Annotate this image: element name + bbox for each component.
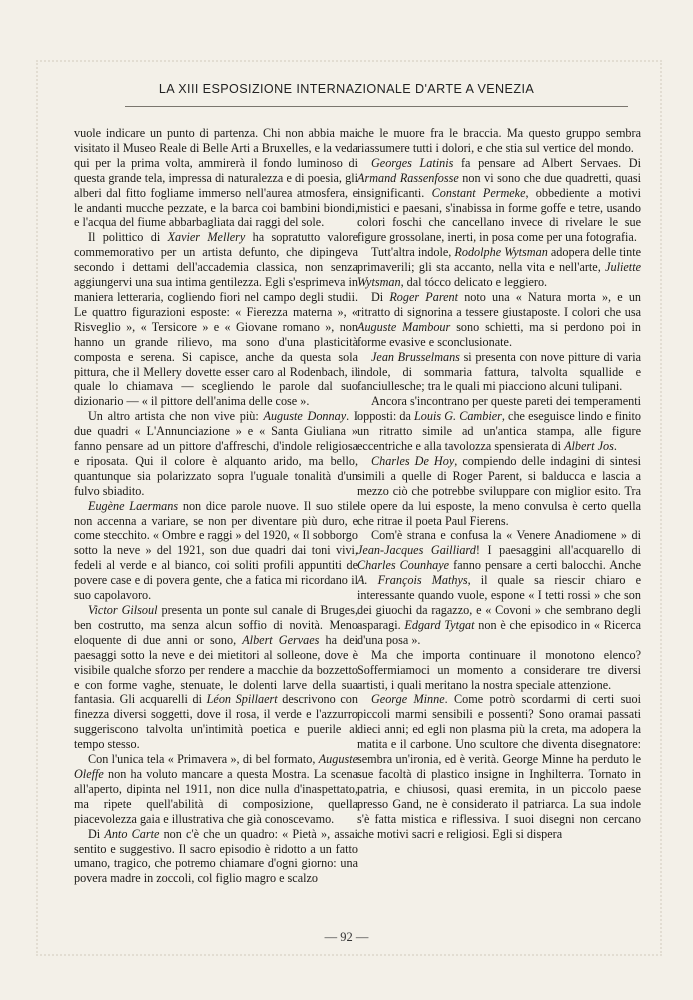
text-run: non c'è che un quadro: « Pietà », assai sentito e suggestivo. Il sacro episodio è ridotto a un fatto umano, tragico, che potremo chiamare d'ogni giorno: una povera madre in zoccoli, col figlio magro e scalzo [74, 826, 359, 886]
artist-name: Charles De Hoy [371, 453, 455, 468]
text-run: descrivono con finezza diversi soggetti, dove il rosa, il verde e l'azzurro suggeriscono talvolta un'intimità poetica e puerile al tempo stesso. [74, 692, 358, 752]
artist-name: Xavier Mellery [167, 230, 246, 245]
text-run: presenta un ponte sul canale di Bruges, ben costrutto, ma senza alcun soffio di novità. Meno eloquente di due anni or sono, [74, 603, 358, 647]
text-run: Un altro artista che non vive più: [88, 409, 264, 424]
artist-name: Auguste Mambour [357, 319, 451, 334]
artist-name: Léon Spillaert [206, 692, 278, 707]
left-column [74, 126, 358, 886]
text-run: Di [88, 826, 105, 841]
artist-name: Georges Latinis [371, 155, 454, 170]
text-run: Tutt'altra indole, [371, 245, 455, 260]
text-run: . [613, 439, 617, 454]
paragraph [357, 350, 641, 395]
artist-name: Jean-Jacques Gailliard [357, 543, 476, 558]
page-number: — 92 — [324, 930, 369, 944]
text-run: noto una « Natura morta », e un ritratto di signorina a tessere giustaposte. I colori che usa [357, 289, 642, 319]
artist-name: Edgard Tytgat [404, 617, 475, 632]
paragraph [357, 290, 641, 350]
text-run: , obbediente a motivi mistici e paesani, s'inabissa in forme goffe e tetre, usando colori foschi che cancellano invece di rivelare le sue figure grossolane, inerti, in posa come per una fotografia. [357, 185, 641, 245]
artist-name: Roger Parent [389, 289, 459, 304]
text-run: che le muore fra le braccia. Ma questo gruppo sembra riassumere tutti i dolori, e che stia sul vertice del mondo. [357, 126, 641, 155]
paragraph [357, 245, 641, 290]
artist-name: Albert Jos [564, 439, 614, 454]
text-run: , compiendo delle indagini di sintesi simili a quelle di Roger Parent, si balducca e lascia a mezzo ciò che potrebbe sviluppare con miglior esito. Tra le opere da lui esposte, la meno convulsa è certo quella che ritrae il poeta Paul Fierens. [357, 453, 641, 528]
paragraph [357, 394, 641, 454]
paragraph [357, 648, 641, 693]
artist-name: Louis G. Cambier [414, 409, 502, 424]
artist-name: Auguste Donnay [263, 409, 347, 424]
text-run: fa pensare ad Albert Servaes. Di [453, 155, 641, 170]
right-column [357, 126, 641, 842]
paragraph [74, 752, 358, 827]
paragraph [357, 126, 641, 156]
text-run: si presenta con nove pitture di varia indole, di sommaria fattura, talvolta squallide e fanciullesche; tra le quali mi piacciono alcuni tulipani. [357, 349, 641, 394]
artist-name: Auguste Oleffe [74, 752, 358, 781]
header-rule [125, 106, 628, 107]
artist-name: Armand Rassenfosse [357, 170, 459, 185]
paragraph [357, 156, 641, 245]
text-run: ! I paesaggini all'acquarello di [475, 543, 642, 558]
artist-name: Charles Counhaye [357, 558, 450, 573]
artist-name: Anto Carte [104, 826, 160, 841]
text-run: Il polittico di [88, 230, 168, 245]
text-run: Con l'unica tela « Primavera », di bel formato, [88, 752, 319, 767]
artist-name: Albert Gervaes [242, 632, 320, 647]
paragraph [74, 409, 358, 498]
text-run: . Come potrò scordarmi di certi suoi piccoli marmi sensibili e possenti? Sono oramai passati dieci anni; ed egli non plasma più la creta, ma adopera la matita e il carbone. Uno scultore che diventa disegnatore: sembra un'ironia, ed è verità. George Minne ha perduto le sue facoltà di plastico insigne in Inghilterra. Tornato in patria, e chiusosi, quasi eremita, in un piccolo paese presso Gand, ne è considerato il patriarca. La sua indole s'è fatta mistica e riflessiva. I suoi disegni non cercano che motivi sacri e religiosi. Egli si dispera [357, 692, 641, 841]
text-run: , il quale sa riescir chiaro e interessante quando vuole, espone « I tetti rossi » che son dei giuochi da ragazzo, e « Covoni » che sembrano degli asparagi. [357, 573, 641, 632]
text-run: ha sopratutto valore commemorativo per un artista defunto, che dipingeva secondo i dettami dell'accademia classica, non senza aggiungervi una sua intima gentilezza. Egli s'esprimeva in maniera letteraria, cogliendo fiori nel campo degli studii. Le quattro figurazioni esposte: « Fierezza materna », « Risveglio », « Tersicore » e « Giovane romano », non hanno un grande rilievo, ma sono d'una plasticità composta e serena. Si capisce, anche da questa sola pittura, che il Mellery dovette esser caro al Rodenbach, il quale lo chiamava — scegliendo le parole dal suo dizionario — « il pittore dell'anima delle cose ». [74, 230, 358, 409]
paragraph [74, 827, 358, 887]
paragraph [74, 499, 358, 603]
text-run: Di [371, 289, 390, 304]
text-run: fanno pensare a certi balocchi. Anche [449, 558, 641, 573]
artist-name: Rodolphe Wytsman [454, 245, 548, 260]
paragraph [74, 126, 358, 230]
paragraph [74, 603, 358, 752]
artist-name: George Minne [371, 692, 445, 707]
text-run: ha dei paesaggi sotto la neve e dei mietitori al solleone, dove è visibile qualche sforzo per rendere a macchie da bozzetto e con forme vaghe, stenuate, le dolenti larve della sua fantasia. Gli acquarelli di [74, 632, 358, 707]
text-run: sono schietti, ma si perdono poi in forme evasive e sconclusionate. [357, 319, 641, 349]
text-run: non ha voluto mancare a questa Mostra. La scena all'aperto, dipinta nel 1911, non dice nulla d'inaspettato, ma ripete quell'abilità di composizione, quella piacevolezza gaia e illustrativa che già conoscevamo. [74, 766, 358, 826]
artist-name: Victor Gilsoul [88, 603, 158, 617]
artist-name: Constant Permeke [431, 185, 526, 200]
text-run: Com'è strana e confusa la « Venere Anadiomene » di [371, 528, 641, 543]
paragraph [357, 528, 641, 647]
artist-name: Eugène Laermans [88, 498, 179, 513]
paragraph [357, 692, 641, 841]
running-header: LA XIII ESPOSIZIONE INTERNAZIONALE D'ARTE A VENEZIA [158, 82, 535, 96]
artist-name: A. François Mathys [357, 573, 468, 588]
text-run: Ma che importa continuare il monotono elenco? Soffermiamoci un momento a considerare tre diversi artisti, i quali meritano la nostra speciale attenzione. [357, 647, 641, 692]
text-run: , dal tócco delicato e leggiero. [400, 275, 548, 290]
text-run: Ancora s'incontrano per queste pareti dei temperamenti opposti: da [357, 394, 641, 424]
artist-name: Jean Brusselmans [371, 349, 460, 364]
text-run: non vi sono che due quadretti, quasi insignificanti. [357, 170, 641, 200]
artist-name: Juliette Wytsman [357, 260, 641, 290]
text-run: vuole indicare un punto di partenza. Chi non abbia mai visitato il Museo Reale di Belle Arti a Bruxelles, e la veda qui per la prima volta, ammirerà il fondo luminoso di questa grande tela, impressa di naturalezza e di poesia, gli alberi dal fitto fogliame immerso nell'aurea atmosfera, e le andanti mucche pezzate, e la barca coi bambini biondi, e l'acqua del fiume abbarbagliata dai raggi del sole. [74, 126, 358, 230]
text-run: adopera delle tinte primaverili; gli sta accanto, nella vita e nell'arte, [357, 245, 641, 275]
text-run: . I due quadri « L'Annunciazione » e « Santa Giuliana » fanno pensare ad un pittore d'affreschi, d'indole religiosa e riposata. Qui il colore è alquanto arido, ma bello, quantunque sia polarizzato sopra l'uguale tonalità d'un fulvo sbiadito. [74, 409, 358, 498]
text-run: non è che episodico in « Ricerca d'una posa ». [357, 617, 641, 647]
paragraph [74, 230, 358, 409]
text-run: non dice parole nuove. Il suo stile non accenna a variare, se non per diventare più duro, e come stecchito. « Ombre e raggi » del 1920, « Il sobborgo sotto la neve » del 1921, son due quadri dai toni vivi, fedeli al verde e al bianco, coi soliti profili appuntiti de povere case e di povera gente, che a fatica mi ricordano il suo capolavoro. [74, 498, 358, 603]
text-run: , che eseguisce lindo e finito un ritratto simile ad un'antica stampa, alle figure eccentriche e alla tavolozza spensierata di [357, 409, 641, 454]
paragraph [357, 454, 641, 529]
